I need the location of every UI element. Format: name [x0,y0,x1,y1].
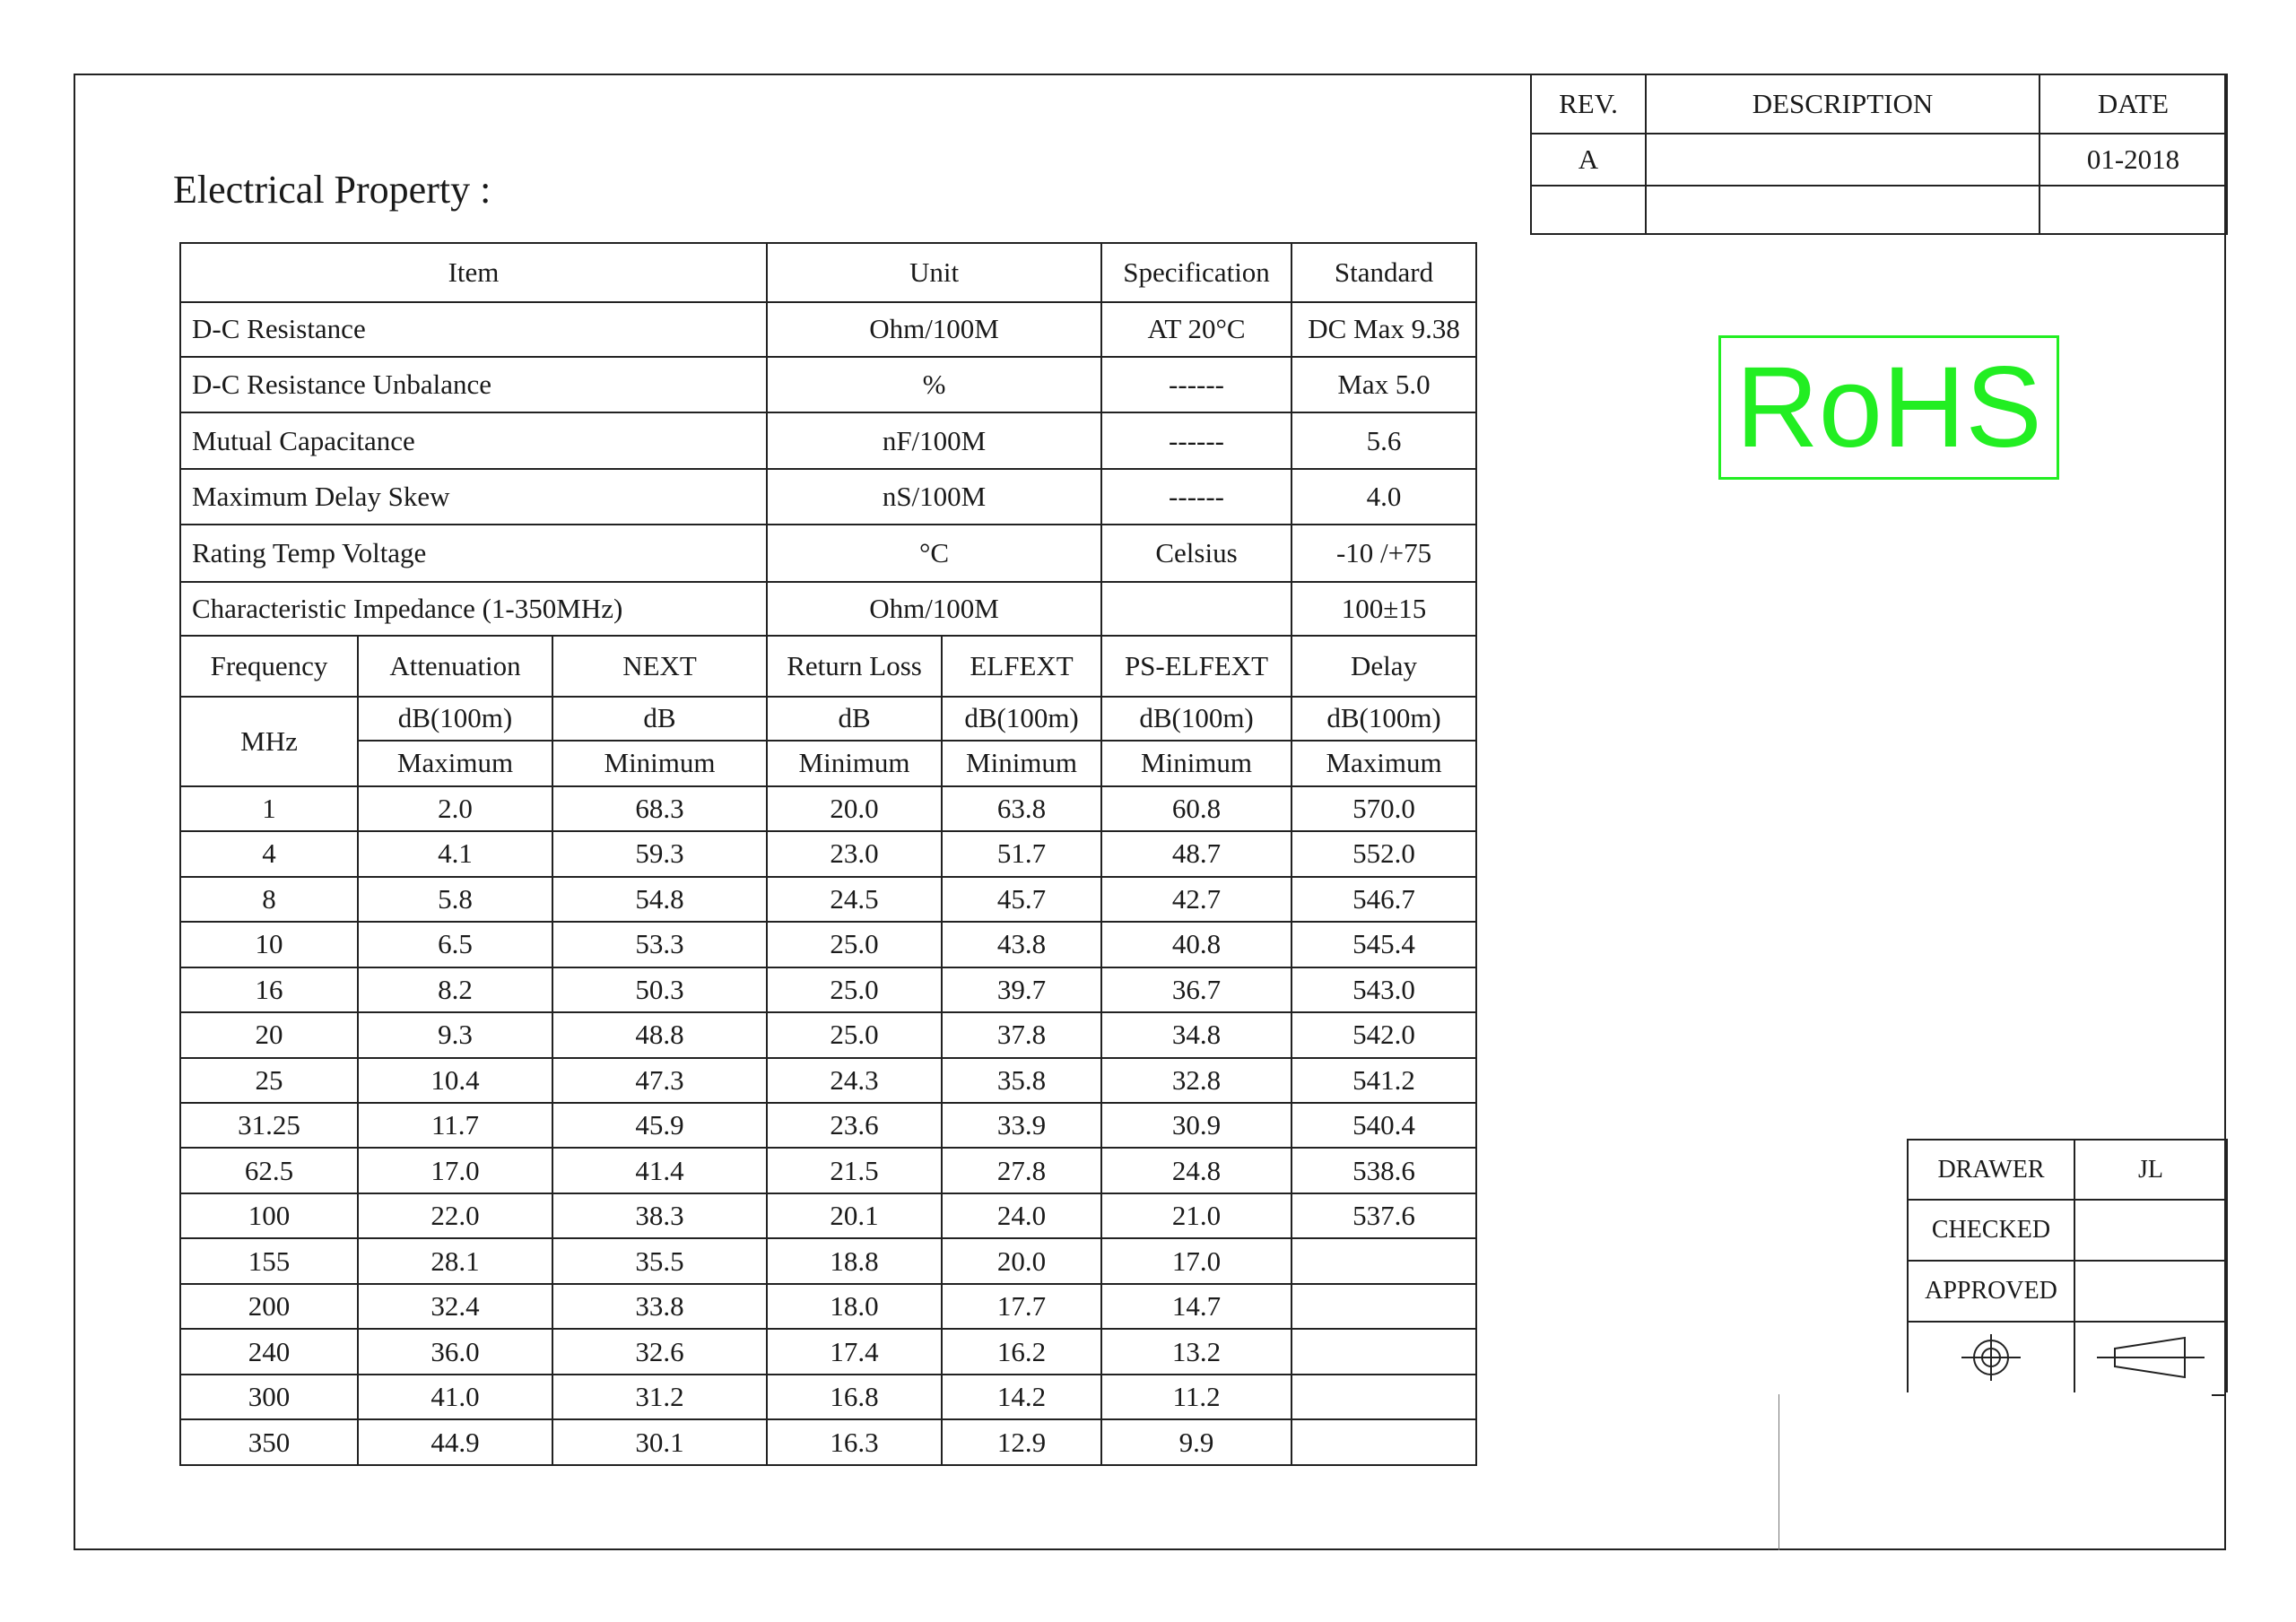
property-specification: AT 20°C [1101,302,1292,358]
frequency-value: 350 [180,1419,358,1465]
return-loss-value: 25.0 [767,967,942,1012]
frequency-value: 16 [180,967,358,1012]
description-header: DESCRIPTION [1646,74,2039,134]
elfext-value: 17.7 [942,1284,1101,1329]
frequency-unit-row [180,697,1476,741]
frequency-value: 200 [180,1284,358,1329]
elfext-value: 35.8 [942,1058,1101,1103]
limit-cell: Maximum [1292,741,1476,785]
property-item: D-C Resistance [180,302,767,358]
delay-value: 537.6 [1292,1193,1476,1238]
ps-elfext-value: 11.2 [1101,1375,1292,1419]
elfext-value: 20.0 [942,1238,1101,1283]
header-specification: Specification [1101,243,1292,302]
next-value: 41.4 [552,1148,767,1193]
third-angle-projection-circle-icon [1908,1322,2074,1392]
property-unit: Ohm/100M [767,302,1101,358]
rev-value: A [1531,134,1646,186]
property-specification: ------ [1101,412,1292,470]
frequency-value: 20 [180,1012,358,1057]
delay-value: 538.6 [1292,1148,1476,1193]
electrical-property-table [179,242,1477,1466]
next-value: 48.8 [552,1012,767,1057]
ps-elfext-value: 40.8 [1101,922,1292,967]
frequency-data-row [180,1193,1476,1238]
property-row [180,582,1476,637]
drawer-label: DRAWER [1908,1140,2074,1200]
property-item: Maximum Delay Skew [180,469,767,525]
ps-elfext-value: 30.9 [1101,1103,1292,1148]
elfext-value: 39.7 [942,967,1101,1012]
revision-header-row [1531,74,2227,134]
next-value: 33.8 [552,1284,767,1329]
frequency-value: 25 [180,1058,358,1103]
elfext-value: 33.9 [942,1103,1101,1148]
next-value: 53.3 [552,922,767,967]
ps-elfext-header: PS-ELFEXT [1101,636,1292,697]
frequency-value: 240 [180,1329,358,1374]
property-standard: DC Max 9.38 [1292,302,1476,358]
delay-value [1292,1375,1476,1419]
return-loss-value: 16.3 [767,1419,942,1465]
attenuation-value: 2.0 [358,786,552,831]
header-unit: Unit [767,243,1101,302]
next-value: 31.2 [552,1375,767,1419]
property-row [180,412,1476,470]
limit-cell: Minimum [767,741,942,785]
next-value: 68.3 [552,786,767,831]
attenuation-value: 6.5 [358,922,552,967]
property-standard: 100±15 [1292,582,1476,637]
approved-row [1908,1261,2227,1322]
property-standard: Max 5.0 [1292,357,1476,412]
return-loss-value: 23.0 [767,831,942,876]
revision-row [1531,134,2227,186]
return-loss-value: 24.5 [767,877,942,922]
next-value: 30.1 [552,1419,767,1465]
next-value: 50.3 [552,967,767,1012]
drawer-value: JL [2074,1140,2227,1200]
property-specification [1101,582,1292,637]
attenuation-value: 44.9 [358,1419,552,1465]
frequency-data-row [180,1284,1476,1329]
return-loss-value: 25.0 [767,922,942,967]
delay-value: 552.0 [1292,831,1476,876]
attenuation-value: 10.4 [358,1058,552,1103]
return-loss-value: 24.3 [767,1058,942,1103]
ps-elfext-value: 42.7 [1101,877,1292,922]
elfext-value: 14.2 [942,1375,1101,1419]
checked-row [1908,1200,2227,1261]
attenuation-value: 8.2 [358,967,552,1012]
unit-cell: dB [767,697,942,741]
ps-elfext-value: 60.8 [1101,786,1292,831]
frequency-data-row [180,1012,1476,1057]
elfext-value: 27.8 [942,1148,1101,1193]
delay-value: 542.0 [1292,1012,1476,1057]
unit-cell: dB(100m) [1292,697,1476,741]
frequency-value: 1 [180,786,358,831]
return-loss-header: Return Loss [767,636,942,697]
elfext-value: 63.8 [942,786,1101,831]
border-tick-mark [2212,1394,2226,1396]
ps-elfext-value: 17.0 [1101,1238,1292,1283]
delay-value [1292,1419,1476,1465]
elfext-value: 45.7 [942,877,1101,922]
property-unit: °C [767,525,1101,582]
frequency-data-row [180,922,1476,967]
date-value: 01-2018 [2039,134,2227,186]
ps-elfext-value: 48.7 [1101,831,1292,876]
attenuation-value: 4.1 [358,831,552,876]
frequency-header-row [180,636,1476,697]
property-unit: nS/100M [767,469,1101,525]
property-unit: Ohm/100M [767,582,1101,637]
attenuation-value: 28.1 [358,1238,552,1283]
delay-header: Delay [1292,636,1476,697]
frequency-header: Frequency [180,636,358,697]
header-standard: Standard [1292,243,1476,302]
delay-value: 546.7 [1292,877,1476,922]
frequency-value: 62.5 [180,1148,358,1193]
attenuation-value: 32.4 [358,1284,552,1329]
attenuation-value: 11.7 [358,1103,552,1148]
unit-cell: dB(100m) [942,697,1101,741]
frequency-unit: MHz [180,697,358,786]
approved-value [2074,1261,2227,1322]
delay-value: 543.0 [1292,967,1476,1012]
next-value: 47.3 [552,1058,767,1103]
frequency-value: 100 [180,1193,358,1238]
return-loss-value: 23.6 [767,1103,942,1148]
limit-cell: Maximum [358,741,552,785]
ps-elfext-value: 9.9 [1101,1419,1292,1465]
delay-value: 545.4 [1292,922,1476,967]
frequency-data-row [180,1375,1476,1419]
rohs-compliance-mark: RoHS [1718,335,2059,480]
ps-elfext-value: 14.7 [1101,1284,1292,1329]
return-loss-value: 21.5 [767,1148,942,1193]
ps-elfext-value: 24.8 [1101,1148,1292,1193]
frequency-data-row [180,967,1476,1012]
property-row [180,469,1476,525]
ps-elfext-value: 21.0 [1101,1193,1292,1238]
elfext-value: 12.9 [942,1419,1101,1465]
frequency-value: 155 [180,1238,358,1283]
attenuation-value: 41.0 [358,1375,552,1419]
unit-cell: dB [552,697,767,741]
header-item: Item [180,243,767,302]
delay-value [1292,1284,1476,1329]
return-loss-value: 16.8 [767,1375,942,1419]
date-header: DATE [2039,74,2227,134]
frequency-value: 10 [180,922,358,967]
attenuation-value: 17.0 [358,1148,552,1193]
return-loss-value: 25.0 [767,1012,942,1057]
frequency-limit-row [180,741,1476,785]
checked-value [2074,1200,2227,1261]
unit-cell: dB(100m) [1101,697,1292,741]
frequency-data-row [180,1058,1476,1103]
next-value: 45.9 [552,1103,767,1148]
signoff-table [1907,1139,2228,1392]
frequency-data-row [180,1103,1476,1148]
property-row [180,357,1476,412]
delay-value [1292,1238,1476,1283]
attenuation-header: Attenuation [358,636,552,697]
unit-cell: dB(100m) [358,697,552,741]
property-row [180,525,1476,582]
attenuation-value: 9.3 [358,1012,552,1057]
next-value: 54.8 [552,877,767,922]
revision-row [1531,186,2227,234]
checked-label: CHECKED [1908,1200,2074,1261]
elfext-value: 24.0 [942,1193,1101,1238]
frequency-data-row [180,1419,1476,1465]
rev-value [1531,186,1646,234]
property-item: D-C Resistance Unbalance [180,357,767,412]
frequency-data-row [180,831,1476,876]
property-specification: Celsius [1101,525,1292,582]
attenuation-value: 36.0 [358,1329,552,1374]
return-loss-value: 18.8 [767,1238,942,1283]
property-unit: % [767,357,1101,412]
drawer-row [1908,1140,2227,1200]
rev-header: REV. [1531,74,1646,134]
delay-value [1292,1329,1476,1374]
description-value [1646,186,2039,234]
attenuation-value: 5.8 [358,877,552,922]
next-value: 59.3 [552,831,767,876]
elfext-value: 43.8 [942,922,1101,967]
elfext-value: 16.2 [942,1329,1101,1374]
property-item: Rating Temp Voltage [180,525,767,582]
return-loss-value: 20.1 [767,1193,942,1238]
frequency-data-row [180,1238,1476,1283]
property-specification: ------ [1101,469,1292,525]
limit-cell: Minimum [552,741,767,785]
frequency-value: 4 [180,831,358,876]
delay-value: 541.2 [1292,1058,1476,1103]
limit-cell: Minimum [1101,741,1292,785]
return-loss-value: 20.0 [767,786,942,831]
attenuation-value: 22.0 [358,1193,552,1238]
date-value [2039,186,2227,234]
frequency-data-row [180,1148,1476,1193]
frequency-value: 31.25 [180,1103,358,1148]
property-standard: 5.6 [1292,412,1476,470]
frequency-value: 8 [180,877,358,922]
elfext-value: 37.8 [942,1012,1101,1057]
elfext-value: 51.7 [942,831,1101,876]
property-standard: 4.0 [1292,469,1476,525]
frequency-data-row [180,786,1476,831]
delay-value: 540.4 [1292,1103,1476,1148]
frequency-data-row [180,1329,1476,1374]
return-loss-value: 17.4 [767,1329,942,1374]
ps-elfext-value: 32.8 [1101,1058,1292,1103]
property-unit: nF/100M [767,412,1101,470]
next-value: 38.3 [552,1193,767,1238]
ps-elfext-value: 36.7 [1101,967,1292,1012]
revision-table [1530,74,2228,235]
property-item: Mutual Capacitance [180,412,767,470]
property-row [180,302,1476,358]
property-standard: -10 /+75 [1292,525,1476,582]
next-value: 32.6 [552,1329,767,1374]
projection-symbol-row [1908,1322,2227,1392]
return-loss-value: 18.0 [767,1284,942,1329]
limit-cell: Minimum [942,741,1101,785]
elfext-header: ELFEXT [942,636,1101,697]
next-header: NEXT [552,636,767,697]
ps-elfext-value: 13.2 [1101,1329,1292,1374]
page-title: Electrical Property : [173,168,491,212]
next-value: 35.5 [552,1238,767,1283]
property-header-row [180,243,1476,302]
ps-elfext-value: 34.8 [1101,1012,1292,1057]
property-item: Characteristic Impedance (1-350MHz) [180,582,767,637]
description-value [1646,134,2039,186]
delay-value: 570.0 [1292,786,1476,831]
approved-label: APPROVED [1908,1261,2074,1322]
property-specification: ------ [1101,357,1292,412]
frequency-value: 300 [180,1375,358,1419]
frequency-data-row [180,877,1476,922]
third-angle-projection-cone-icon [2074,1322,2227,1392]
